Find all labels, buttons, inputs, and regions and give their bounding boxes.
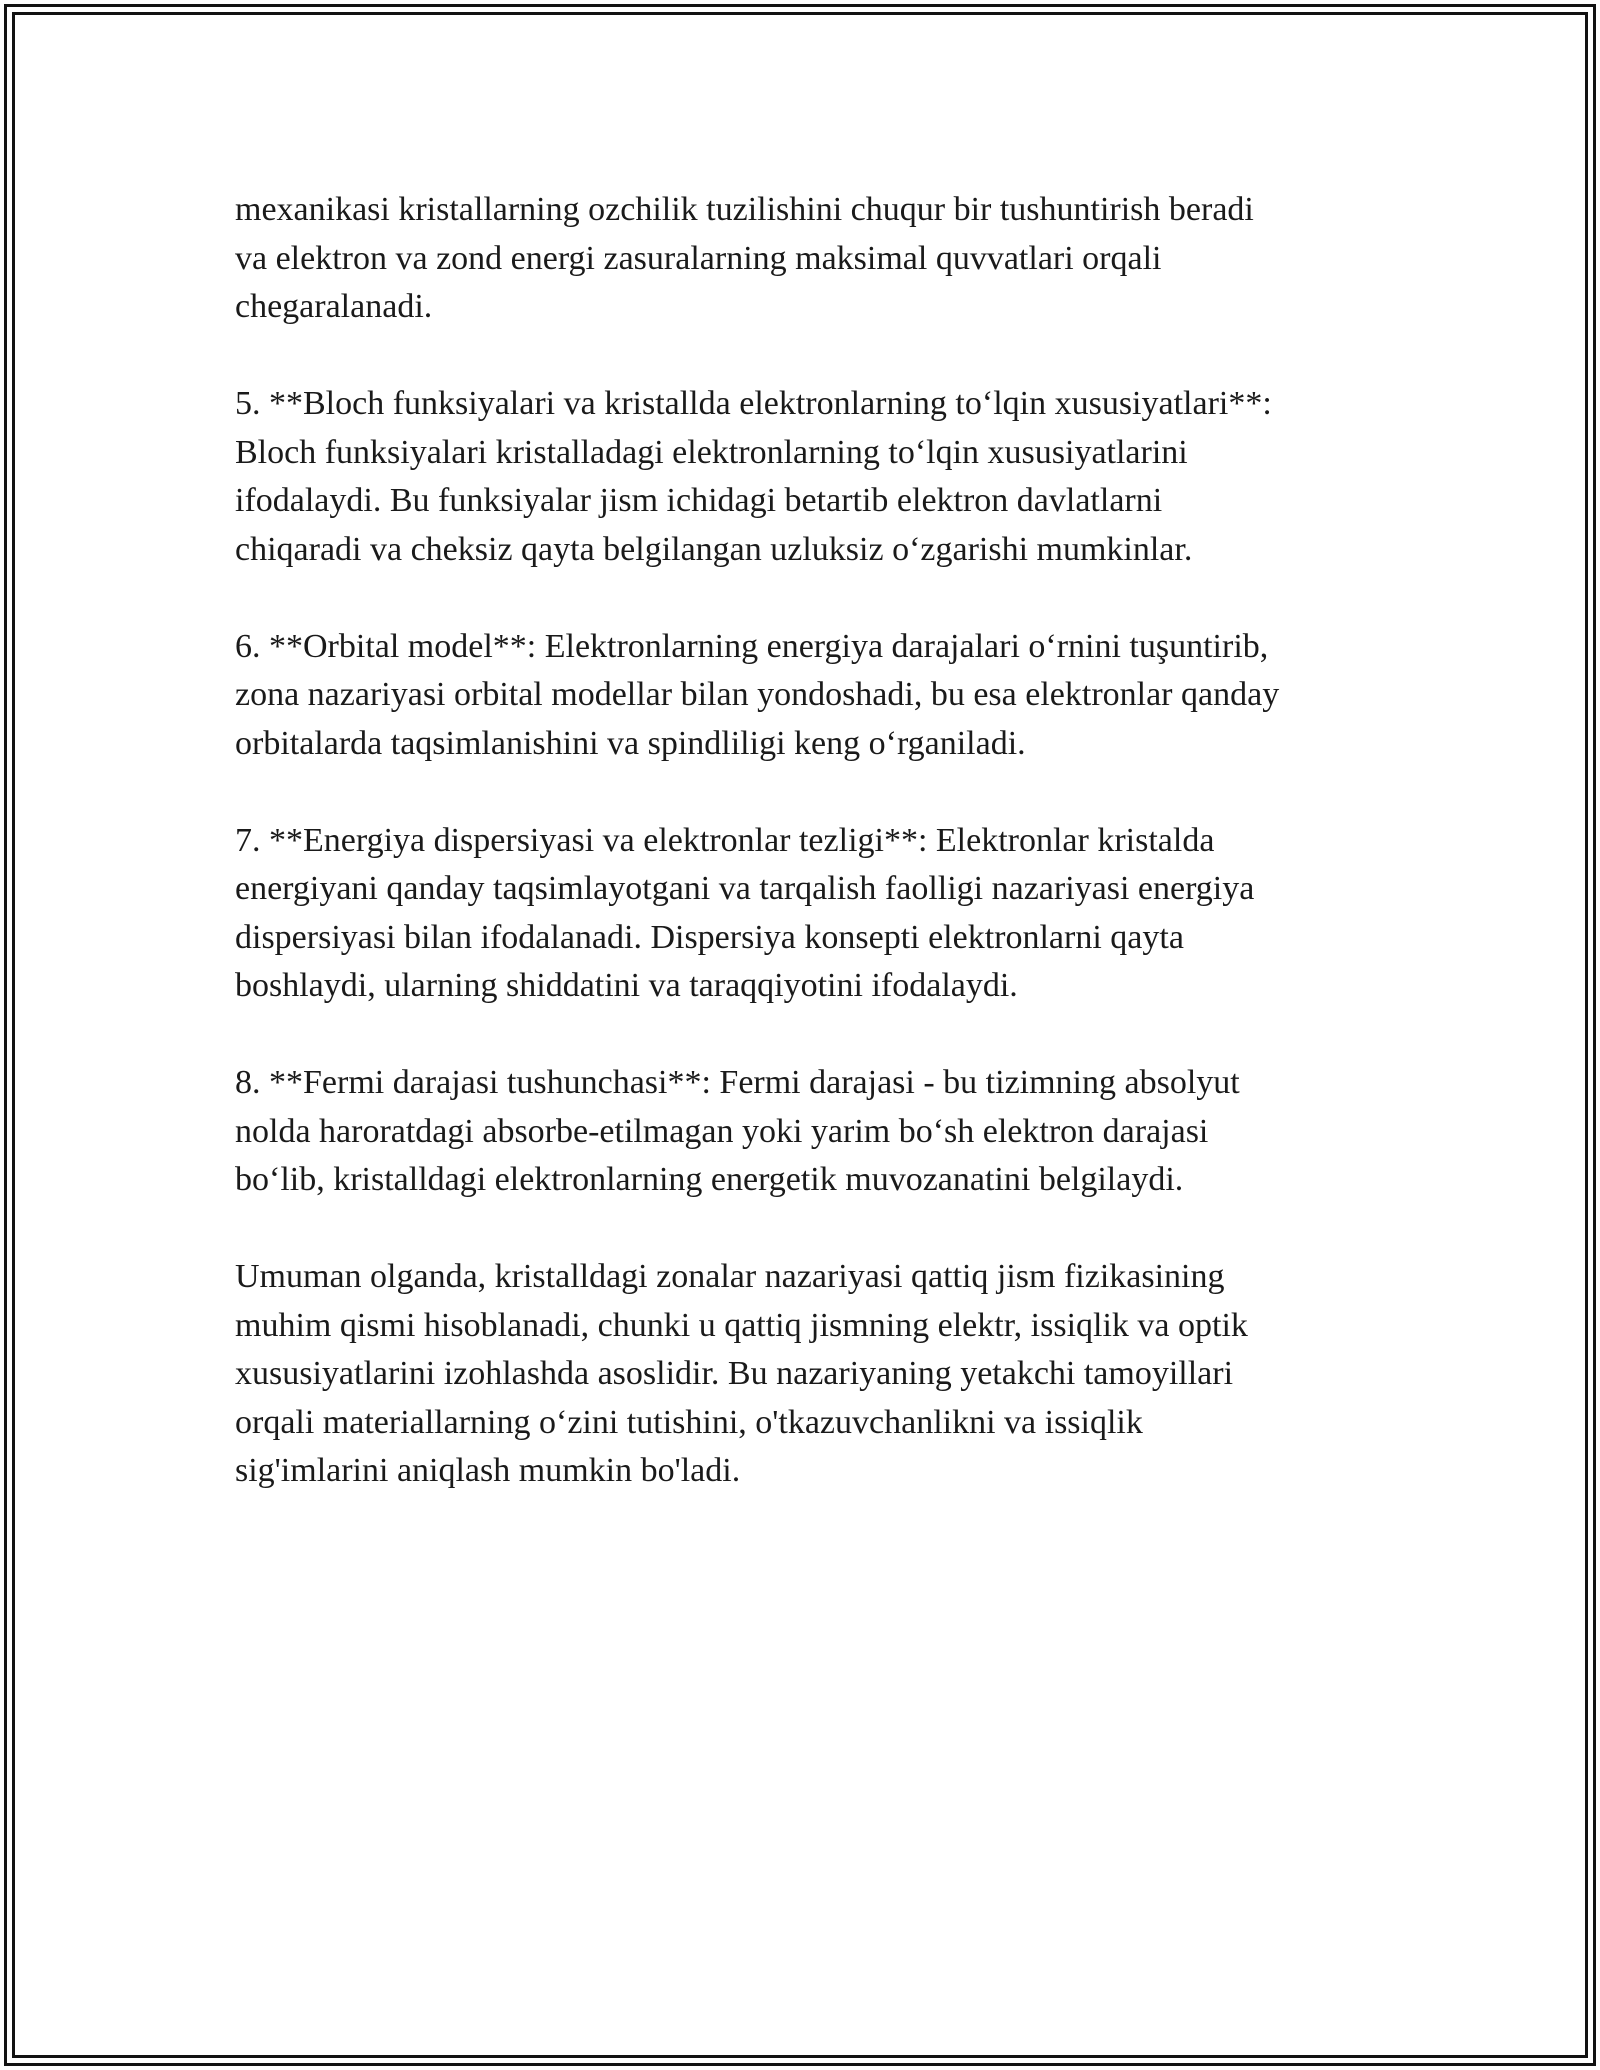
document-body bbox=[235, 186, 1365, 1544]
paragraph-item-6: 6. **Orbital model**: Elektronlarning energiya darajalari o‘rnini tuşuntirib, zona nazariyasi orbital modellar bilan yondoshadi, bu esa elektronlar qanday orbitalarda taqsimlanishini va spindliligi keng o‘rganiladi. bbox=[235, 627, 1280, 762]
paragraph-item-7: 7. **Energiya dispersiyasi va elektronlar tezligi**: Elektronlar kristalda energiyani qanday taqsimlayotgani va tarqalish faolligi nazariyasi energiya dispersiyasi bilan ifodalanadi. Dispersiya konsepti elektronlarni qayta boshlaydi, ularning shiddatini va taraqqiyotini ifodalaydi. bbox=[235, 821, 1255, 1004]
paragraph-continuation: mexanikasi kristallarning ozchilik tuzilishini chuqur bir tushuntirish beradi va elektron va zond energi zasuralarning maksimal quvvatlari orqali chegaralanadi. bbox=[235, 191, 1254, 325]
paragraph-summary: Umuman olganda, kristalldagi zonalar nazariyasi qattiq jism fizikasining muhim qismi hisoblanadi, chunki u qattiq jismning elektr, issiqlik va optik xususiyatlarini izohlashda asoslidir. Bu nazariyaning yetakchi tamoyillari orqali materiallarning o‘zini tutishini, o'tkazuvchanlikni va issiqlik sig'imlarini aniqlash mumkin bo'ladi. bbox=[235, 1258, 1248, 1489]
paragraph-item-5: 5. **Bloch funksiyalari va kristallda elektronlarning to‘lqin xususiyatlari**: Bloch funksiyalari kristalladagi elektronlarning to‘lqin xususiyatlarini ifodalaydi. Bu funksiyalar jism ichidagi betartib elektron davlatlarni chiqaradi va cheksiz qayta belgilangan uzluksiz o‘zgarishi mumkinlar. bbox=[235, 385, 1272, 568]
paragraph-item-8: 8. **Fermi darajasi tushunchasi**: Fermi darajasi - bu tizimning absolyut nolda haroratdagi absorbe-etilmagan yoki yarim bo‘sh elektron darajasi bo‘lib, kristalldagi elektronlarning energetik muvozanatini belgilaydi. bbox=[235, 1064, 1240, 1198]
